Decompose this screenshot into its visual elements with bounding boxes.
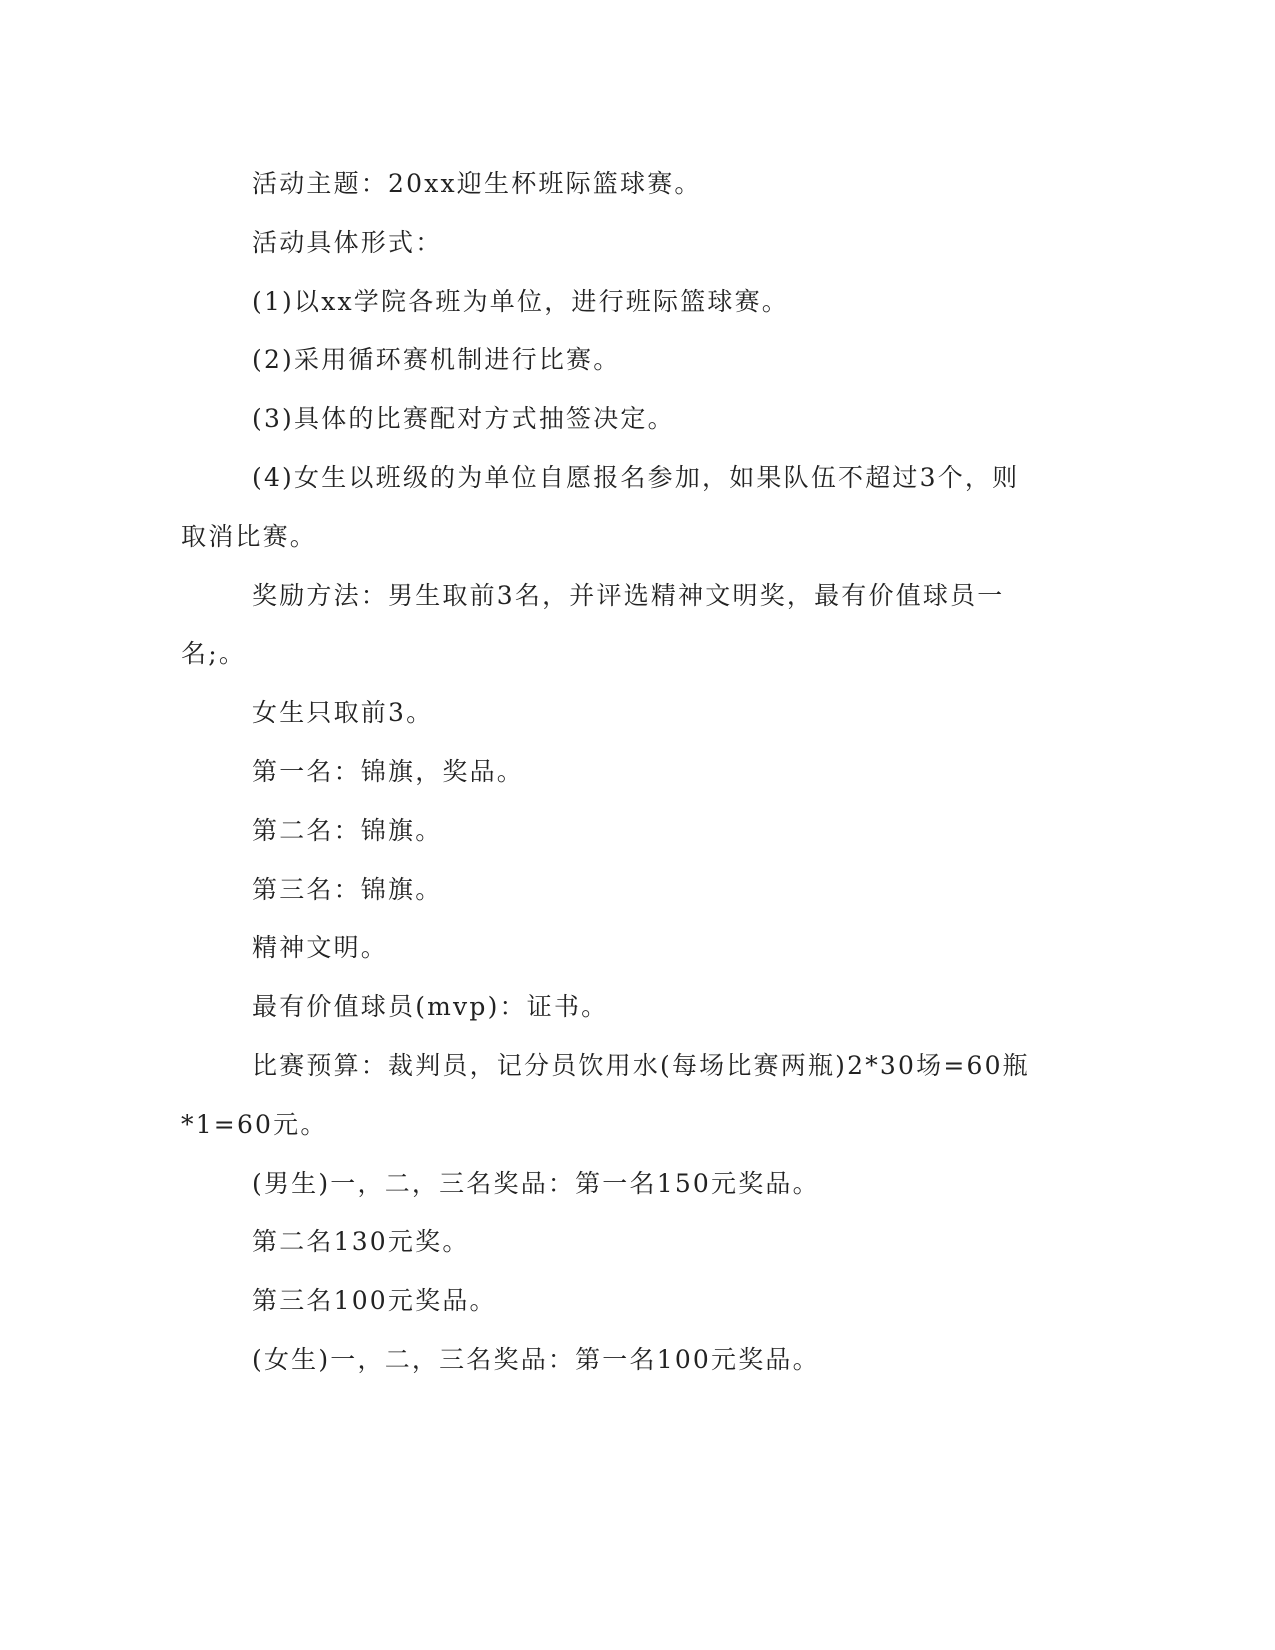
paragraph-male-third-prize: 第三名100元奖品。	[252, 1286, 497, 1316]
document-body	[181, 155, 1031, 1390]
paragraph-reward-method: 奖励方法：男生取前3名，并评选精神文明奖，最有价值球员一名;。	[181, 580, 1005, 669]
paragraph-form-item-3: (3)具体的比赛配对方式抽签决定。	[252, 404, 675, 434]
paragraph-first-place: 第一名：锦旗，奖品。	[252, 756, 525, 786]
paragraph-third-place: 第三名：锦旗。	[252, 874, 443, 904]
paragraph-female-prizes: (女生)一，二，三名奖品：第一名100元奖品。	[252, 1344, 820, 1374]
paragraph-male-prizes: (男生)一，二，三名奖品：第一名150元奖品。	[252, 1168, 820, 1198]
paragraph-activity-theme: 活动主题：20xx迎生杯班际篮球赛。	[252, 169, 702, 198]
paragraph-form-item-4: (4)女生以班级的为单位自愿报名参加，如果队伍不超过3个，则取消比赛。	[181, 462, 1020, 551]
paragraph-second-place: 第二名：锦旗。	[252, 815, 443, 845]
paragraph-form-item-1: (1)以xx学院各班为单位，进行班际篮球赛。	[252, 286, 790, 316]
paragraph-form-item-2: (2)采用循环赛机制进行比赛。	[252, 345, 621, 375]
paragraph-activity-form-heading: 活动具体形式：	[252, 227, 443, 257]
paragraph-budget: 比赛预算：裁判员，记分员饮用水(每场比赛两瓶)2*30场=60瓶*1=60元。	[181, 1050, 1030, 1139]
paragraph-mvp: 最有价值球员(mvp)：证书。	[252, 992, 609, 1022]
paragraph-male-second-prize: 第二名130元奖。	[252, 1227, 470, 1257]
paragraph-female-top3: 女生只取前3。	[252, 698, 434, 728]
paragraph-sportsmanship: 精神文明。	[252, 933, 389, 963]
